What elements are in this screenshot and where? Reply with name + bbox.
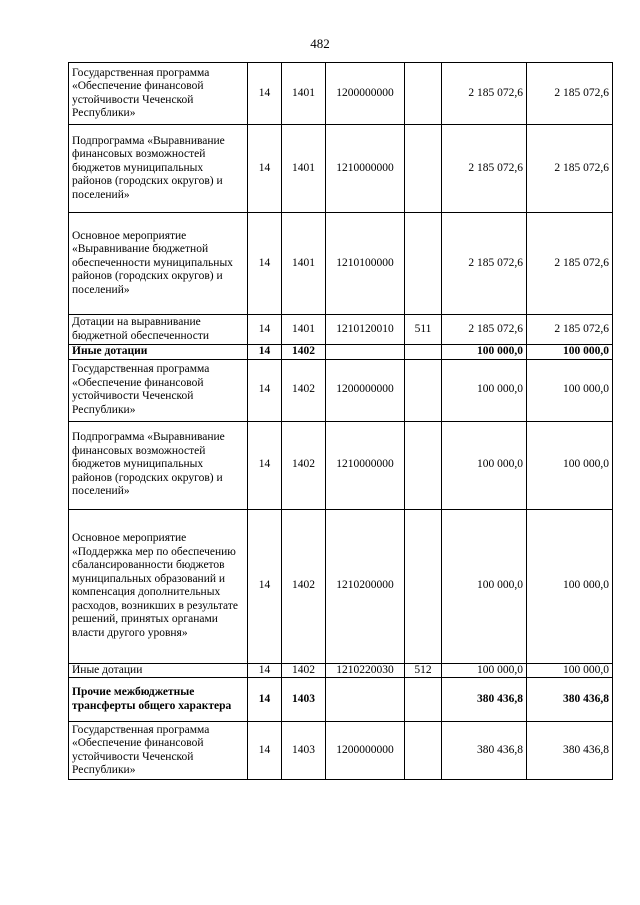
subsection-code-cell: 1401	[282, 315, 326, 345]
expense-type-cell	[405, 421, 442, 509]
table-row	[69, 722, 613, 780]
target-article-cell: 1210120010	[326, 315, 405, 345]
amount-year2-cell: 2 185 072,6	[527, 213, 613, 315]
subsection-code-cell: 1403	[282, 722, 326, 780]
subsection-code-cell: 1401	[282, 63, 326, 125]
subsection-code-cell: 1402	[282, 359, 326, 421]
amount-year1-cell: 380 436,8	[442, 678, 527, 722]
subsection-code-cell: 1403	[282, 678, 326, 722]
expense-type-cell	[405, 63, 442, 125]
table-row	[69, 345, 613, 360]
amount-year1-cell: 100 000,0	[442, 421, 527, 509]
expense-type-cell	[405, 509, 442, 663]
table-row	[69, 421, 613, 509]
table-row	[69, 663, 613, 678]
section-code-cell: 14	[248, 722, 282, 780]
expense-type-cell: 512	[405, 663, 442, 678]
target-article-cell	[326, 678, 405, 722]
row-name-cell: Прочие межбюджетные трансферты общего характера	[69, 678, 248, 722]
target-article-cell: 1200000000	[326, 722, 405, 780]
budget-table	[68, 62, 613, 780]
table-row	[69, 359, 613, 421]
section-code-cell: 14	[248, 359, 282, 421]
amount-year2-cell: 100 000,0	[527, 509, 613, 663]
section-code-cell: 14	[248, 345, 282, 360]
table-row	[69, 125, 613, 213]
subsection-code-cell: 1402	[282, 421, 326, 509]
row-name-cell: Подпрограмма «Выравнивание финансовых возможностей бюджетов муниципальных районов (городских округов) и поселений»	[69, 125, 248, 213]
amount-year2-cell: 2 185 072,6	[527, 63, 613, 125]
expense-type-cell	[405, 213, 442, 315]
subsection-code-cell: 1402	[282, 663, 326, 678]
amount-year2-cell: 100 000,0	[527, 345, 613, 360]
amount-year2-cell: 100 000,0	[527, 421, 613, 509]
subsection-code-cell: 1402	[282, 509, 326, 663]
row-name-cell: Основное мероприятие «Поддержка мер по обеспечению сбалансированности бюджетов муниципальных образований и компенсация дополнительных расходов, возникших в результате решений, принятых органами власти другого уровня»	[69, 509, 248, 663]
expense-type-cell	[405, 345, 442, 360]
row-name-cell: Иные дотации	[69, 663, 248, 678]
target-article-cell: 1210220030	[326, 663, 405, 678]
table-row	[69, 213, 613, 315]
expense-type-cell	[405, 125, 442, 213]
row-name-cell: Государственная программа «Обеспечение финансовой устойчивости Чеченской Республики»	[69, 359, 248, 421]
page-number: 482	[310, 36, 330, 51]
section-code-cell: 14	[248, 509, 282, 663]
amount-year1-cell: 380 436,8	[442, 722, 527, 780]
table-row	[69, 315, 613, 345]
subsection-code-cell: 1401	[282, 125, 326, 213]
subsection-code-cell: 1402	[282, 345, 326, 360]
amount-year2-cell: 100 000,0	[527, 359, 613, 421]
amount-year2-cell: 380 436,8	[527, 678, 613, 722]
section-code-cell: 14	[248, 421, 282, 509]
table-row	[69, 509, 613, 663]
expense-type-cell	[405, 722, 442, 780]
row-name-cell: Иные дотации	[69, 345, 248, 360]
row-name-cell: Государственная программа «Обеспечение финансовой устойчивости Чеченской Республики»	[69, 722, 248, 780]
amount-year2-cell: 100 000,0	[527, 663, 613, 678]
amount-year2-cell: 380 436,8	[527, 722, 613, 780]
subsection-code-cell: 1401	[282, 213, 326, 315]
expense-type-cell	[405, 359, 442, 421]
section-code-cell: 14	[248, 315, 282, 345]
amount-year2-cell: 2 185 072,6	[527, 125, 613, 213]
amount-year1-cell: 2 185 072,6	[442, 125, 527, 213]
amount-year1-cell: 2 185 072,6	[442, 63, 527, 125]
expense-type-cell	[405, 678, 442, 722]
target-article-cell: 1200000000	[326, 63, 405, 125]
expense-type-cell: 511	[405, 315, 442, 345]
amount-year2-cell: 2 185 072,6	[527, 315, 613, 345]
target-article-cell: 1210100000	[326, 213, 405, 315]
target-article-cell: 1210000000	[326, 421, 405, 509]
table-row	[69, 63, 613, 125]
section-code-cell: 14	[248, 63, 282, 125]
row-name-cell: Подпрограмма «Выравнивание финансовых возможностей бюджетов муниципальных районов (городских округов) и поселений»	[69, 421, 248, 509]
section-code-cell: 14	[248, 125, 282, 213]
target-article-cell: 1210200000	[326, 509, 405, 663]
amount-year1-cell: 2 185 072,6	[442, 315, 527, 345]
amount-year1-cell: 2 185 072,6	[442, 213, 527, 315]
amount-year1-cell: 100 000,0	[442, 359, 527, 421]
target-article-cell	[326, 345, 405, 360]
row-name-cell: Основное мероприятие «Выравнивание бюджетной обеспеченности муниципальных районов (городских округов) и поселений»	[69, 213, 248, 315]
amount-year1-cell: 100 000,0	[442, 345, 527, 360]
section-code-cell: 14	[248, 678, 282, 722]
amount-year1-cell: 100 000,0	[442, 663, 527, 678]
row-name-cell: Государственная программа «Обеспечение финансовой устойчивости Чеченской Республики»	[69, 63, 248, 125]
target-article-cell: 1200000000	[326, 359, 405, 421]
target-article-cell: 1210000000	[326, 125, 405, 213]
section-code-cell: 14	[248, 663, 282, 678]
section-code-cell: 14	[248, 213, 282, 315]
amount-year1-cell: 100 000,0	[442, 509, 527, 663]
row-name-cell: Дотации на выравнивание бюджетной обеспеченности	[69, 315, 248, 345]
table-row	[69, 678, 613, 722]
